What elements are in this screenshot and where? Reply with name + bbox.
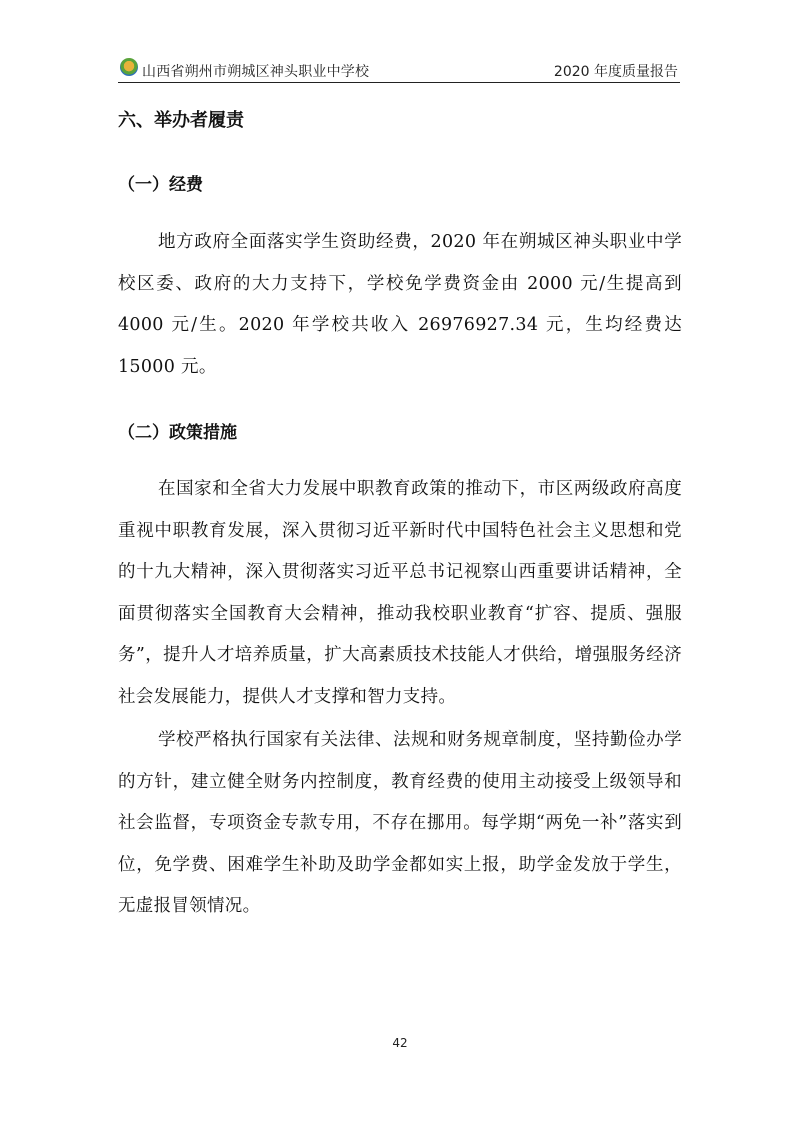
policy-paragraph-1: 在国家和全省大力发展中职教育政策的推动下，市区两级政府高度重视中职教育发展，深入贯彻习近平新时代中国特色社会主义思想和党的十九大精神，深入贯彻落实习近平总书记视察山西重要讲话精神，全面贯彻落实全国教育大会精神，推动我校职业教育“扩容、提质、强服务”，提升人才培养质量，扩大高素质技术技能人才供给，增强服务经济社会发展能力，提供人才支撑和智力支持。 (118, 479, 682, 707)
section-title: 六、举办者履责 (118, 110, 244, 131)
policy-paragraph-2: 学校严格执行国家有关法律、法规和财务规章制度，坚持勤俭办学的方针，建立健全财务内控制度，教育经费的使用主动接受上级领导和社会监督，专项资金专款专用，不存在挪用。每学期“两免一补”落实到位，免学费、困难学生补助及助学金都如实上报，助学金发放于学生，无虚报冒领情况。 (118, 730, 682, 916)
school-logo-icon (120, 58, 138, 76)
page-header (118, 56, 680, 83)
header-school-name: 山西省朔州市朔城区神头职业中学校 (142, 64, 370, 80)
funding-paragraph: 地方政府全面落实学生资助经费，2020 年在朔城区神头职业中学校区委、政府的大力支持下，学校免学费资金由 2000 元/生提高到 4000 元/生。2020 年学校共收入 26976927.34 元，生均经费达 15000 元。 (118, 232, 682, 377)
page-number: 42 (392, 1036, 408, 1050)
subsection-title-funding: （一）经费 (118, 175, 203, 195)
header-report-title: 2020 年度质量报告 (553, 64, 678, 80)
subsection-title-policy: （二）政策措施 (118, 423, 237, 443)
